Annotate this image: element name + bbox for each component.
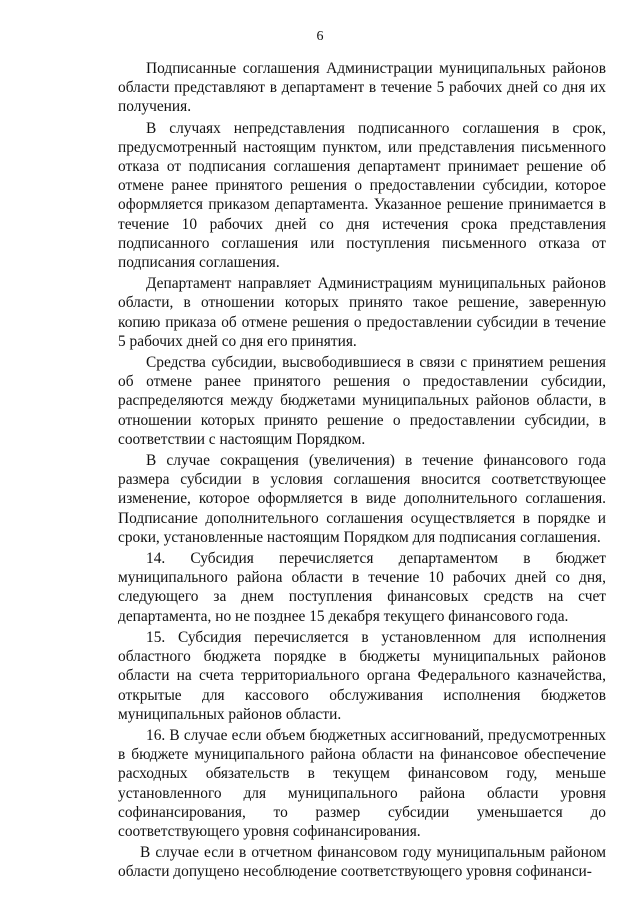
paragraph-released-funds: Средства субсидии, высвободившиеся в связи с принятием решения об отмене ранее принятого решения о предоставлении субсидии, распределяются между бюджетами муниципальных районов области, в отношении которых принято решение о предоставлении субсидии, в соответствии с настоящим Порядком. bbox=[118, 354, 606, 448]
paragraph-item-16: 16. В случае если объем бюджетных ассигнований, предусмотренных в бюджете муниципального района области на финансовое обеспечение расходных обязательств в текущем финансовом году, меньше установленного для муниципального района области уровня софинансирования, то размер субсидии уменьшается до соответствующего уровня софинансирования. bbox=[118, 726, 606, 840]
paragraph-copy-of-order: Департамент направляет Администрациям муниципальных районов области, в отношении которых принято такое решение, заверенную копию приказа об отмене решения о предоставлении субсидии в течение 5 рабочих дней со дня его принятия. bbox=[118, 275, 606, 350]
paragraph-cofinancing-breach: В случае если в отчетном финансовом году муниципальным районом области допущено несоблюдение соответствующего уровня софинанси- bbox=[118, 844, 606, 881]
paragraph-agreements-submission: Подписанные соглашения Администрации муниципальных районов области представляют в департамент в течение 5 рабочих дней со дня их получения. bbox=[118, 60, 606, 116]
page-number: 6 bbox=[316, 29, 324, 44]
paragraph-subsidy-change: В случае сокращения (увеличения) в течение финансового года размера субсидии в условия соглашения вносится соответствующее изменение, которое оформляется в виде дополнительного соглашения. Подписание дополнительного соглашения осуществляется в порядке и сроки, установленные настоящим Порядком для подписания соглашения. bbox=[118, 452, 606, 546]
paragraph-item-15: 15. Субсидия перечисляется в установленном для исполнения областного бюджета порядке в бюджеты муниципальных районов области на счета территориального органа Федерального казначейства, открытые для кассового обслуживания исполнения бюджетов муниципальных районов области. bbox=[118, 628, 606, 723]
document-body bbox=[118, 59, 606, 882]
paragraph-item-14: 14. Субсидия перечисляется департаментом в бюджет муниципального района области в течение 10 рабочих дней со дня, следующего за днем поступления финансовых средств на счет департамента, но не позднее 15 декабря текущего финансового года. bbox=[118, 550, 606, 625]
paragraph-nonsubmission-cancellation: В случаях непредставления подписанного соглашения в срок, предусмотренный настоящим пунктом, или представления письменного отказа от подписания соглашения департамент принимает решение об отмене ранее принятого решения о предоставлении субсидии, которое оформляется приказом департамента. Указанное решение принимается в течение 10 рабочих дней со дня истечения срока представления подписанного соглашения или поступления письменного отказа от подписания соглашения. bbox=[118, 119, 606, 272]
